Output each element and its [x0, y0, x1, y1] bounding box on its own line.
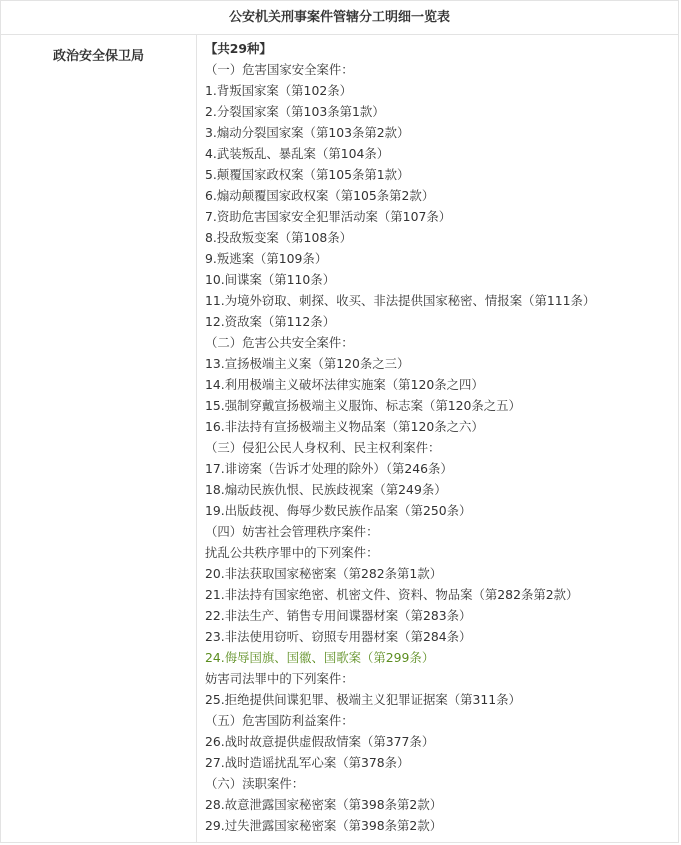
section-heading: （一）危害国家安全案件：: [205, 62, 354, 77]
case-item: 17.诽谤案（告诉才处理的除外）（第246条）: [205, 461, 453, 476]
case-item: 11.为境外窃取、刺探、收买、非法提供国家秘密、情报案（第111条）: [205, 293, 596, 308]
section-heading: （五）危害国防利益案件：: [205, 713, 354, 728]
case-item: 8.投敌叛变案（第108条）: [205, 230, 352, 245]
case-item: 12.资敌案（第112条）: [205, 314, 336, 329]
table-title: 公安机关刑事案件管辖分工明细一览表: [1, 1, 678, 35]
case-item: 22.非法生产、销售专用间谍器材案（第283条）: [205, 608, 472, 623]
case-item: 29.过失泄露国家秘密案（第398条第2款）: [205, 818, 443, 833]
case-item: 15.强制穿戴宣扬极端主义服饰、标志案（第120条之五）: [205, 398, 521, 413]
category-label: 政治安全保卫局: [52, 49, 144, 64]
subsection-heading: 妨害司法罪中的下列案件：: [205, 671, 354, 686]
case-item: 6.煽动颠覆国家政权案（第105条第2款）: [205, 188, 435, 203]
category-cell: [1, 35, 197, 843]
case-item: 4.武装叛乱、暴乱案（第104条）: [205, 146, 390, 161]
subsection-heading: 扰乱公共秩序罪中的下列案件：: [205, 545, 379, 560]
section-heading: （三）侵犯公民人身权利、民主权利案件：: [205, 440, 441, 455]
case-item: 3.煽动分裂国家案（第103条第2款）: [205, 125, 410, 140]
case-item: 18.煽动民族仇恨、民族歧视案（第249条）: [205, 482, 447, 497]
case-item: 16.非法持有宣扬极端主义物品案（第120条之六）: [205, 419, 484, 434]
case-item: 5.颠覆国家政权案（第105条第1款）: [205, 167, 410, 182]
case-item: 26.战时故意提供虚假敌情案（第377条）: [205, 734, 435, 749]
case-item: 13.宣扬极端主义案（第120条之三）: [205, 356, 410, 371]
section-heading: （二）危害公共安全案件：: [205, 335, 354, 350]
case-item: 14.利用极端主义破坏法律实施案（第120条之四）: [205, 377, 484, 392]
section-heading: （四）妨害社会管理秩序案件：: [205, 524, 379, 539]
case-item: 19.出版歧视、侮辱少数民族作品案（第250条）: [205, 503, 472, 518]
case-item: 7.资助危害国家安全犯罪活动案（第107条）: [205, 209, 452, 224]
case-item: 24.侮辱国旗、国徽、国歌案（第299条）: [205, 650, 435, 665]
case-item: 23.非法使用窃听、窃照专用器材案（第284条）: [205, 629, 472, 644]
case-item: 2.分裂国家案（第103条第1款）: [205, 104, 385, 119]
case-item: 20.非法获取国家秘密案（第282条第1款）: [205, 566, 443, 581]
case-item: 9.叛逃案（第109条）: [205, 251, 328, 266]
case-item: 25.拒绝提供间谍犯罪、极端主义犯罪证据案（第311条）: [205, 692, 521, 707]
case-count: 【共29种】: [205, 41, 272, 56]
case-item: 28.故意泄露国家秘密案（第398条第2款）: [205, 797, 443, 812]
section-heading: （六）渎职案件：: [205, 776, 305, 791]
case-item: 10.间谍案（第110条）: [205, 272, 336, 287]
case-list-cell: [197, 35, 678, 843]
case-item: 1.背叛国家案（第102条）: [205, 83, 352, 98]
case-item: 21.非法持有国家绝密、机密文件、资料、物品案（第282条第2款）: [205, 587, 579, 602]
case-item: 27.战时造谣扰乱军心案（第378条）: [205, 755, 410, 770]
